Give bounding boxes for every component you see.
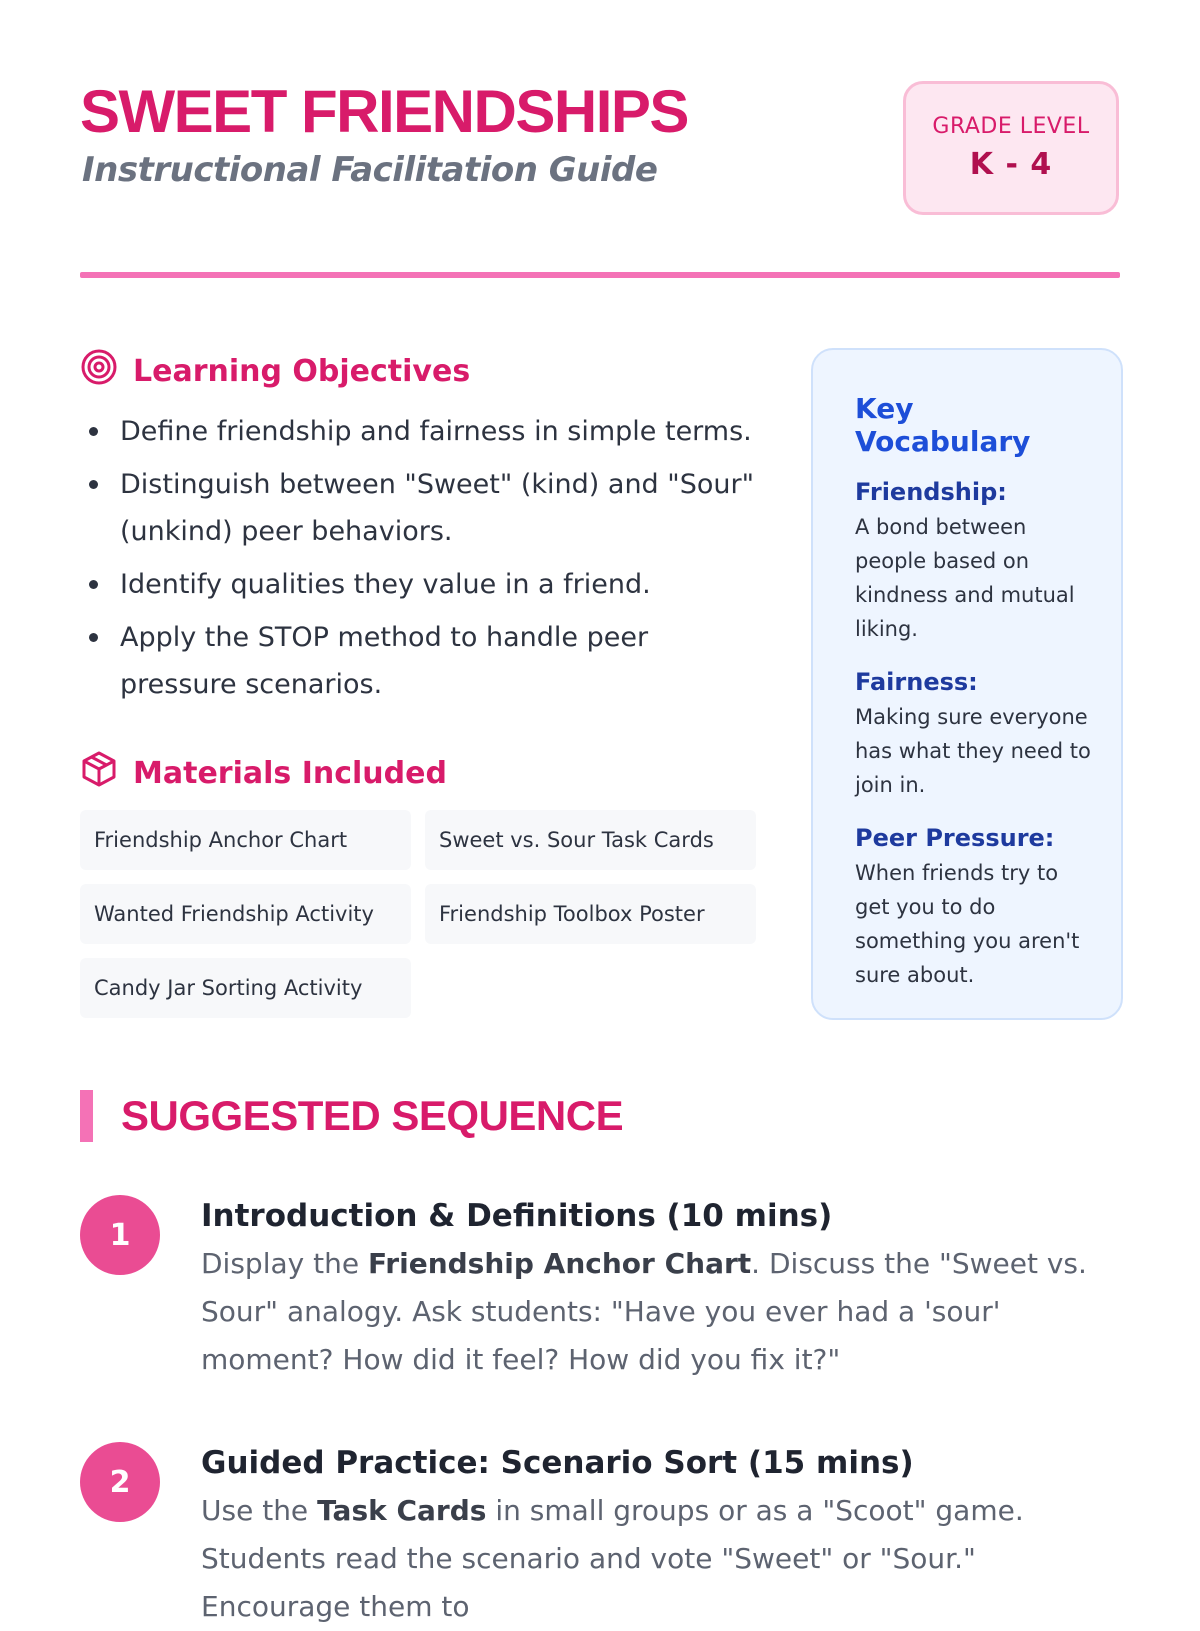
grade-level-badge [903,81,1119,215]
step-text-emphasis: Friendship Anchor Chart [367,1247,752,1280]
material-item: Candy Jar Sorting Activity [80,958,411,1018]
step-number-badge: 2 [80,1442,160,1522]
guide-title: SWEET FRIENDSHIPS [80,78,688,145]
guide-subtitle: Instructional Facilitation Guide [82,150,658,190]
list-item: Identify qualities they value in a friend. [80,561,760,608]
vocab-term: Fairness: [855,668,978,696]
list-item: Apply the STOP method to handle peer pressure scenarios. [80,614,760,708]
sequence-heading: SUGGESTED SEQUENCE [121,1092,624,1139]
vocabulary-card [811,348,1123,1020]
vocab-definition: A bond between people based on kindness and mutual liking. [855,515,1075,641]
vocab-definition: When friends try to get you to do something you aren't sure about. [855,861,1080,987]
step-text-part: Display the [201,1247,368,1280]
grade-level-value: K - 4 [969,147,1053,182]
header-divider [80,272,1120,278]
objectives-heading [80,348,470,394]
objectives-heading-text: Learning Objectives [133,353,471,389]
material-item: Wanted Friendship Activity [80,884,411,944]
material-item: Sweet vs. Sour Task Cards [425,810,756,870]
objectives-list [80,408,760,714]
target-icon [80,348,133,394]
vocabulary-title: Key Vocabulary [855,392,1031,458]
vocab-definition: Making sure everyone has what they need to join in. [855,705,1091,797]
step-description [201,1487,1121,1631]
list-item: Distinguish between "Sweet" (kind) and "Sour" (unkind) peer behaviors. [80,461,760,555]
step-text-part: in small groups or as a "Scoot" game. Students read the scenario and vote "Sweet" or "Sour." Encourage them to [201,1494,1024,1623]
materials-heading-text: Materials Included [133,755,447,791]
step-number-badge: 1 [80,1195,160,1275]
step-title: Introduction & Definitions (10 mins) [201,1198,833,1234]
sequence-step [201,1198,1121,1384]
sequence-accent-bar [80,1090,93,1142]
vocab-term: Friendship: [855,478,1007,506]
grade-level-label: GRADE LEVEL [932,114,1090,139]
list-item: Define friendship and fairness in simple terms. [80,408,760,455]
material-item: Friendship Toolbox Poster [425,884,756,944]
sequence-step [201,1445,1121,1631]
step-description [201,1240,1121,1384]
material-item: Friendship Anchor Chart [80,810,411,870]
box-icon [80,750,133,796]
vocab-term: Peer Pressure: [855,824,1055,852]
materials-grid [80,810,758,1018]
step-title: Guided Practice: Scenario Sort (15 mins) [201,1445,914,1481]
step-text-part: . Discuss the "Sweet vs. Sour" analogy. Ask students: "Have you ever had a 'sour' moment? How did it feel? How did you fix it?" [201,1247,1087,1376]
materials-heading [80,750,447,796]
step-text-part: Use the [201,1494,318,1527]
step-text-emphasis: Task Cards [317,1494,487,1527]
